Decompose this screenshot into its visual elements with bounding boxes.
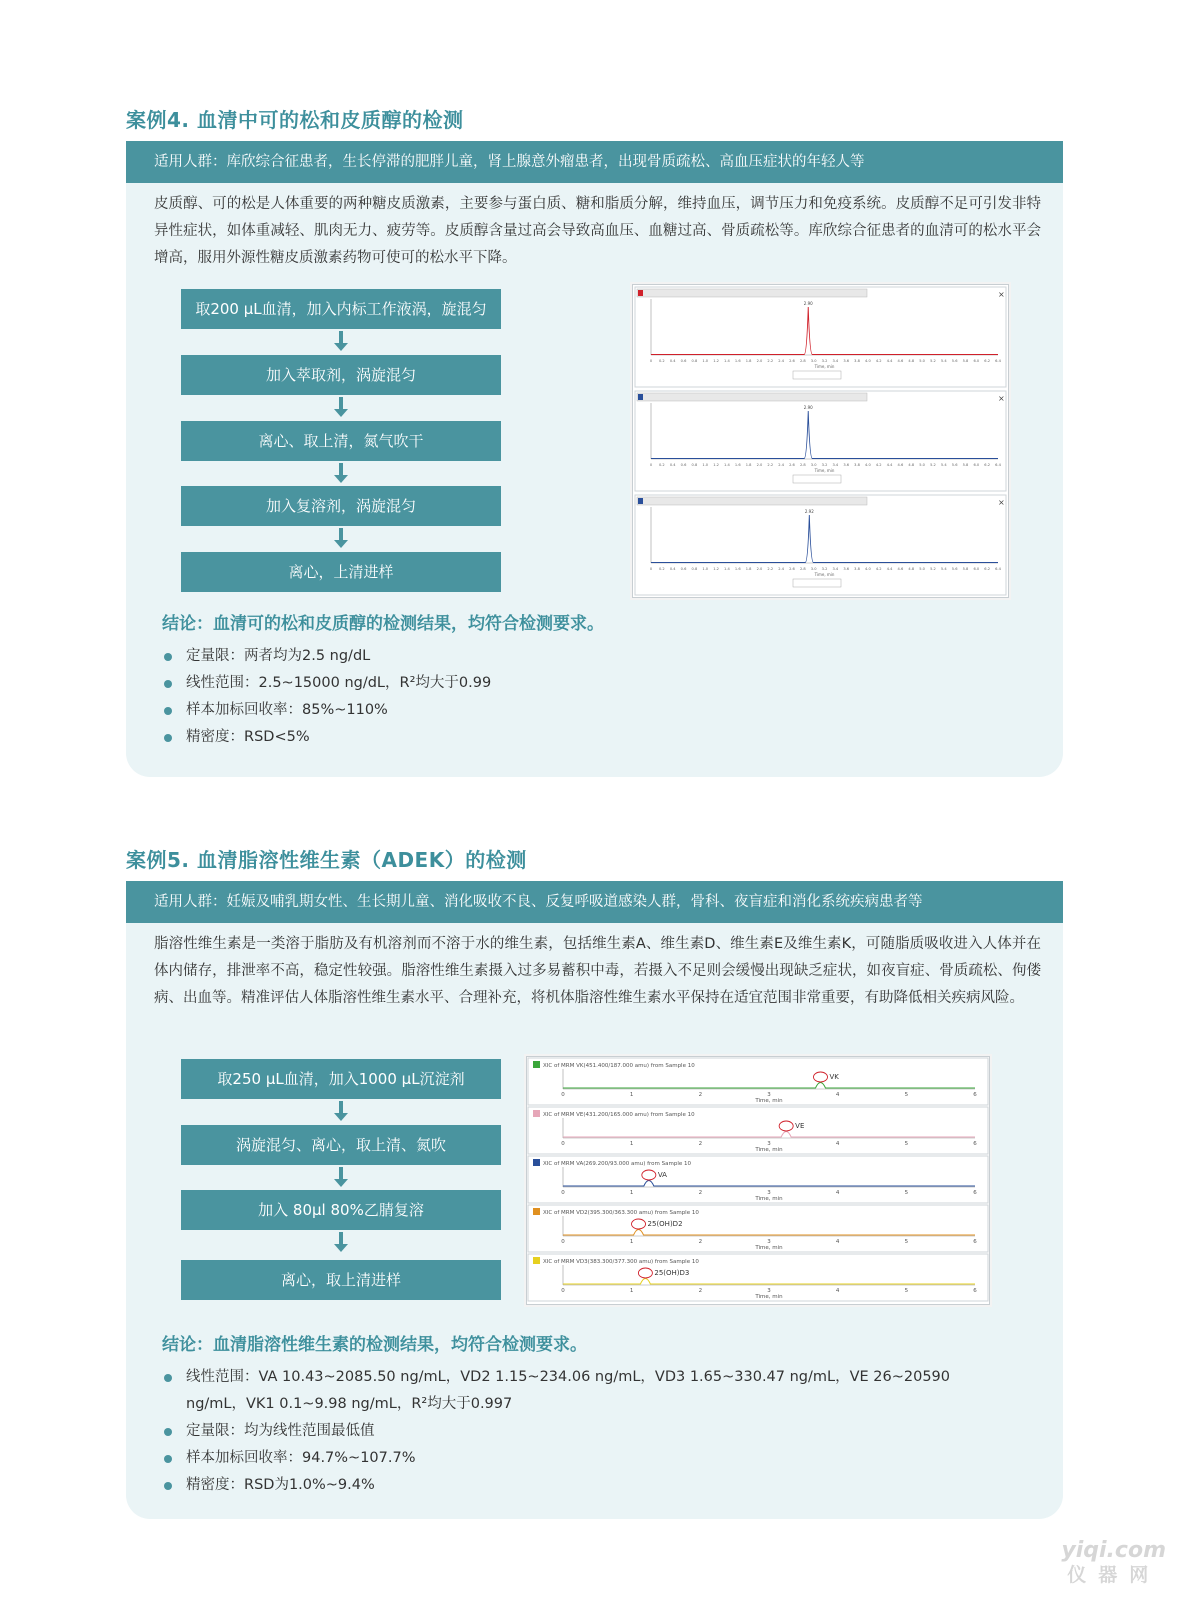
x-tick-label: 2.4 bbox=[778, 567, 784, 571]
case4-step-2: 加入萃取剂，涡旋混匀 bbox=[181, 355, 501, 395]
panel-legend-box bbox=[637, 497, 867, 505]
x-tick-label: 0 bbox=[561, 1190, 565, 1196]
x-tick-label: 4.8 bbox=[908, 567, 915, 571]
peak-label: 2.90 bbox=[803, 301, 813, 306]
peak-label: VK bbox=[829, 1073, 839, 1081]
x-tick-label: 1.6 bbox=[734, 359, 741, 363]
x-tick-label: 3.6 bbox=[843, 463, 850, 467]
legend-color-swatch bbox=[638, 498, 643, 504]
chromatogram-panel bbox=[528, 1058, 988, 1105]
case5-population-bar: 适用人群：妊娠及哺乳期女性、生长期儿童、消化吸收不良、反复呼吸道感染人群，骨科、夜盲症和消化系统疾病患者等 bbox=[126, 881, 1063, 923]
x-tick-label: 0 bbox=[649, 567, 653, 571]
x-tick-label: 1 bbox=[629, 1190, 634, 1196]
x-tick-label: 0.6 bbox=[680, 567, 687, 571]
x-tick-label: 2.2 bbox=[767, 359, 774, 363]
x-tick-label: 3.6 bbox=[843, 567, 850, 571]
x-tick-label: 6.2 bbox=[984, 463, 991, 467]
x-tick-label: 6 bbox=[973, 1288, 977, 1294]
x-tick-label: 3 bbox=[767, 1288, 771, 1294]
x-tick-label: 2.6 bbox=[789, 463, 795, 467]
x-tick-label: 2.0 bbox=[756, 359, 763, 363]
chromatogram-panel bbox=[635, 391, 1006, 491]
case5-step-4: 离心，取上清进样 bbox=[181, 1260, 501, 1300]
case5-title: 案例5. 血清脂溶性维生素（ADEK）的检测 bbox=[126, 848, 527, 872]
x-tick-label: 2.8 bbox=[799, 567, 806, 571]
x-tick-label: 1.4 bbox=[724, 567, 730, 571]
x-tick-label: 3 bbox=[767, 1141, 771, 1147]
close-icon: × bbox=[998, 498, 1005, 507]
case4-chromatogram-image bbox=[632, 284, 1009, 598]
x-tick-label: 4 bbox=[835, 1141, 840, 1147]
legend-color-swatch bbox=[533, 1257, 540, 1264]
x-tick-label: 2.0 bbox=[756, 463, 763, 467]
panel-legend: XIC of MRM VE(431.200/165.000 amu) from Sample 10 bbox=[543, 1112, 695, 1118]
case4-step-4: 加入复溶剂，涡旋混匀 bbox=[181, 486, 501, 526]
x-tick-label: 5.8 bbox=[962, 567, 969, 571]
x-tick-label: 6.0 bbox=[973, 463, 980, 467]
x-tick-label: 2 bbox=[698, 1141, 703, 1147]
case5-arrow-2 bbox=[332, 1167, 350, 1191]
legend-color-swatch bbox=[638, 394, 643, 400]
case5-arrow-1 bbox=[332, 1101, 350, 1125]
case4-step-3: 离心、取上清，氮气吹干 bbox=[181, 421, 501, 461]
x-tick-label: 2.2 bbox=[767, 567, 774, 571]
x-tick-label: 0.6 bbox=[680, 359, 687, 363]
x-axis-label: Time, min bbox=[755, 1196, 783, 1202]
x-tick-label: 4.4 bbox=[886, 463, 893, 467]
case4-population-bar: 适用人群：库欣综合征患者，生长停滞的肥胖儿童，肾上腺意外瘤患者，出现骨质疏松、高血压症状的年轻人等 bbox=[126, 141, 1063, 183]
case5-chromatogram-svg bbox=[527, 1057, 989, 1304]
panel-legend: XIC of MRM VD3(383.300/377.300 amu) from Sample 10 bbox=[543, 1259, 699, 1265]
x-tick-label: 6 bbox=[973, 1141, 977, 1147]
x-tick-label: 4.2 bbox=[875, 359, 882, 363]
x-tick-label: 3.2 bbox=[821, 359, 828, 363]
x-tick-label: 6 bbox=[973, 1190, 977, 1196]
chromatogram-panel bbox=[635, 495, 1006, 595]
case4-conclusion: 结论：血清可的松和皮质醇的检测结果，均符合检测要求。 bbox=[162, 614, 604, 634]
panel-legend-box bbox=[637, 393, 867, 401]
x-tick-label: 3.2 bbox=[821, 463, 828, 467]
x-tick-label: 0 bbox=[561, 1141, 565, 1147]
case4-bullet: 定量限：两者均为2.5 ng/dL bbox=[162, 643, 491, 670]
case5-conclusion: 结论：血清脂溶性维生素的检测结果，均符合检测要求。 bbox=[162, 1335, 587, 1355]
x-tick-label: 3.6 bbox=[843, 359, 850, 363]
x-tick-label: 3.8 bbox=[854, 567, 860, 571]
x-tick-label: 0 bbox=[561, 1288, 565, 1294]
x-tick-label: 4 bbox=[835, 1239, 840, 1245]
x-tick-label: 5.2 bbox=[930, 567, 936, 571]
close-icon: × bbox=[998, 394, 1005, 403]
x-tick-label: 0.8 bbox=[691, 567, 698, 571]
x-tick-label: 3.4 bbox=[832, 567, 839, 571]
chromatogram-panel bbox=[528, 1107, 988, 1154]
close-icon: × bbox=[998, 290, 1005, 299]
x-axis-label: Time, min bbox=[814, 468, 835, 473]
panel-legend-box bbox=[637, 289, 867, 297]
x-tick-label: 1.8 bbox=[745, 567, 752, 571]
peak-label: 25(OH)D3 bbox=[654, 1269, 690, 1277]
panel-scroll-control bbox=[793, 475, 841, 483]
x-tick-label: 5.2 bbox=[930, 359, 936, 363]
bullet-dot bbox=[164, 734, 172, 742]
x-tick-label: 2.8 bbox=[799, 463, 806, 467]
case4-arrow-1 bbox=[332, 331, 350, 355]
x-tick-label: 3 bbox=[767, 1239, 771, 1245]
x-tick-label: 6.2 bbox=[984, 359, 991, 363]
x-tick-label: 5.8 bbox=[962, 359, 969, 363]
case5-step-3: 加入 80μl 80%乙腈复溶 bbox=[181, 1190, 501, 1230]
x-tick-label: 5.6 bbox=[951, 463, 958, 467]
x-tick-label: 5 bbox=[904, 1141, 909, 1147]
x-tick-label: 0.8 bbox=[691, 463, 698, 467]
watermark-line1: yiqi.com bbox=[1061, 1538, 1166, 1563]
case5-bullet: 线性范围：VA 10.43~2085.50 ng/mL，VD2 1.15~234.06 ng/mL，VD3 1.65~330.47 ng/mL，VE 26~20590 ng/mL，VK1 0.1~9.98 ng/mL，R²均大于0.997 bbox=[162, 1364, 1002, 1418]
x-tick-label: 0.2 bbox=[658, 359, 665, 363]
bullet-dot bbox=[164, 1455, 172, 1463]
x-tick-label: 6.4 bbox=[995, 567, 1001, 571]
x-tick-label: 6.4 bbox=[995, 359, 1001, 363]
panel-legend: XIC of MRM VD2(395.300/363.300 amu) from Sample 10 bbox=[543, 1210, 699, 1216]
x-tick-label: 5.8 bbox=[962, 463, 969, 467]
x-tick-label: 5 bbox=[904, 1239, 909, 1245]
case5-box bbox=[126, 881, 1063, 1519]
peak-label: 2.90 bbox=[803, 405, 813, 410]
watermark-line2: 仪器网 bbox=[1067, 1564, 1161, 1586]
x-tick-label: 4 bbox=[835, 1190, 840, 1196]
x-tick-label: 4.2 bbox=[875, 463, 882, 467]
x-tick-label: 4.6 bbox=[897, 463, 904, 467]
peak-label: VE bbox=[795, 1122, 805, 1130]
x-tick-label: 6 bbox=[973, 1092, 977, 1098]
x-tick-label: 5.0 bbox=[919, 567, 925, 571]
x-tick-label: 2.6 bbox=[789, 567, 795, 571]
x-tick-label: 6.0 bbox=[973, 567, 980, 571]
x-tick-label: 2.2 bbox=[767, 463, 774, 467]
x-tick-label: 1.6 bbox=[734, 463, 741, 467]
x-tick-label: 3.0 bbox=[810, 463, 817, 467]
x-tick-label: 6 bbox=[973, 1239, 977, 1245]
panel-legend: XIC of MRM VA(269.200/93.000 amu) from Sample 10 bbox=[543, 1161, 692, 1167]
legend-color-swatch bbox=[533, 1110, 540, 1117]
bullet-dot bbox=[164, 1482, 172, 1490]
x-tick-label: 0.6 bbox=[680, 463, 687, 467]
x-tick-label: 3.2 bbox=[821, 567, 828, 571]
x-tick-label: 2 bbox=[698, 1190, 703, 1196]
x-tick-label: 1 bbox=[629, 1239, 634, 1245]
x-tick-label: 3 bbox=[767, 1092, 771, 1098]
x-tick-label: 0 bbox=[649, 359, 653, 363]
x-tick-label: 4 bbox=[835, 1092, 840, 1098]
x-tick-label: 4.4 bbox=[886, 359, 893, 363]
x-tick-label: 3.8 bbox=[854, 359, 860, 363]
panel-scroll-control bbox=[793, 371, 841, 379]
case5-bullet-list bbox=[162, 1364, 1002, 1499]
case4-arrow-2 bbox=[332, 397, 350, 421]
x-tick-label: 4.0 bbox=[865, 463, 871, 467]
x-tick-label: 3.4 bbox=[832, 359, 839, 363]
x-tick-label: 4.6 bbox=[897, 359, 904, 363]
x-tick-label: 3.0 bbox=[810, 567, 817, 571]
case5-bullet: 精密度：RSD为1.0%~9.4% bbox=[162, 1472, 1002, 1499]
x-axis-label: Time, min bbox=[814, 364, 835, 369]
x-tick-label: 5 bbox=[904, 1092, 909, 1098]
case4-intro: 皮质醇、可的松是人体重要的两种糖皮质激素，主要参与蛋白质、糖和脂质分解，维持血压，调节压力和免疫系统。皮质醇不足可引发非特异性症状，如体重减轻、肌肉无力、疲劳等。皮质醇含量过高会导致高血压、血糖过高、骨质疏松等。库欣综合征患者的血清可的松水平会增高，服用外源性糖皮质激素药物可使可的松水平下降。 bbox=[154, 196, 1041, 266]
x-tick-label: 0 bbox=[561, 1239, 565, 1245]
x-tick-label: 2.0 bbox=[756, 567, 763, 571]
x-tick-label: 1.8 bbox=[745, 359, 752, 363]
x-tick-label: 1.2 bbox=[713, 567, 719, 571]
chromatogram-panel bbox=[528, 1156, 988, 1203]
case5-bullet: 样本加标回收率：94.7%~107.7% bbox=[162, 1445, 1002, 1472]
x-tick-label: 4.0 bbox=[865, 567, 871, 571]
case5-bullet: 定量限：均为线性范围最低值 bbox=[162, 1418, 1002, 1445]
x-tick-label: 6.4 bbox=[995, 463, 1001, 467]
legend-color-swatch bbox=[533, 1208, 540, 1215]
x-tick-label: 2.4 bbox=[778, 463, 784, 467]
watermark-logo bbox=[1061, 1538, 1166, 1586]
x-tick-label: 6.2 bbox=[984, 567, 991, 571]
case4-bullet: 线性范围：2.5~15000 ng/dL，R²均大于0.99 bbox=[162, 670, 491, 697]
x-tick-label: 1.4 bbox=[724, 359, 730, 363]
case4-step-1: 取200 μL血清，加入内标工作液涡，旋混匀 bbox=[181, 289, 501, 329]
x-tick-label: 4.0 bbox=[865, 359, 871, 363]
peak-label: VA bbox=[657, 1171, 667, 1179]
x-tick-label: 2.8 bbox=[799, 359, 806, 363]
panel-legend: XIC of MRM VK(451.400/187.000 amu) from Sample 10 bbox=[543, 1063, 695, 1069]
x-tick-label: 5.4 bbox=[940, 567, 947, 571]
bullet-dot bbox=[164, 707, 172, 715]
x-tick-label: 1 bbox=[629, 1288, 634, 1294]
case4-arrow-3 bbox=[332, 463, 350, 487]
case5-chromatogram-image bbox=[526, 1056, 990, 1305]
x-tick-label: 5.4 bbox=[940, 463, 947, 467]
bullet-dot bbox=[164, 680, 172, 688]
x-tick-label: 6.0 bbox=[973, 359, 980, 363]
x-axis-label: Time, min bbox=[755, 1294, 783, 1300]
x-tick-label: 4.8 bbox=[908, 463, 915, 467]
x-axis-label: Time, min bbox=[814, 572, 835, 577]
chromatogram-panel bbox=[528, 1205, 988, 1252]
x-axis-label: Time, min bbox=[755, 1245, 783, 1251]
panel-scroll-control bbox=[793, 579, 841, 587]
case4-box bbox=[126, 141, 1063, 777]
x-tick-label: 1.2 bbox=[713, 463, 719, 467]
x-tick-label: 4.4 bbox=[886, 567, 893, 571]
x-tick-label: 5 bbox=[904, 1288, 909, 1294]
x-tick-label: 5.0 bbox=[919, 463, 925, 467]
x-tick-label: 4.6 bbox=[897, 567, 904, 571]
x-tick-label: 0 bbox=[649, 463, 653, 467]
x-tick-label: 5.6 bbox=[951, 567, 958, 571]
x-tick-label: 2 bbox=[698, 1239, 703, 1245]
x-tick-label: 1 bbox=[629, 1092, 634, 1098]
x-tick-label: 0 bbox=[561, 1092, 565, 1098]
x-axis-label: Time, min bbox=[755, 1098, 783, 1104]
x-tick-label: 3 bbox=[767, 1190, 771, 1196]
x-tick-label: 5.2 bbox=[930, 463, 936, 467]
chromatogram-panel bbox=[528, 1254, 988, 1301]
x-axis-label: Time, min bbox=[755, 1147, 783, 1153]
x-tick-label: 5.6 bbox=[951, 359, 958, 363]
case4-chromatogram-svg bbox=[633, 285, 1008, 597]
x-tick-label: 0.4 bbox=[669, 463, 676, 467]
case4-bullet: 精密度：RSD<5% bbox=[162, 724, 491, 751]
bullet-dot bbox=[164, 1428, 172, 1436]
x-tick-label: 4.8 bbox=[908, 359, 915, 363]
case5-intro: 脂溶性维生素是一类溶于脂肪及有机溶剂而不溶于水的维生素，包括维生素A、维生素D、维生素E及维生素K，可随脂质吸收进入人体并在体内储存，排泄率不高，稳定性较强。脂溶性维生素摄入过多易蓄积中毒，若摄入不足则会缓慢出现缺乏症状，如夜盲症、骨质疏松、佝偻病、出血等。精准评估人体脂溶性维生素水平、合理补充，将机体脂溶性维生素水平保持在适宜范围非常重要，有助降低相关疾病风险。 bbox=[154, 936, 1041, 1006]
legend-color-swatch bbox=[533, 1061, 540, 1068]
case4-arrow-4 bbox=[332, 528, 350, 552]
x-tick-label: 0.4 bbox=[669, 359, 676, 363]
x-tick-label: 3.4 bbox=[832, 463, 839, 467]
legend-color-swatch bbox=[638, 290, 643, 296]
x-tick-label: 1.2 bbox=[713, 359, 719, 363]
x-tick-label: 0.8 bbox=[691, 359, 698, 363]
x-tick-label: 1.0 bbox=[702, 567, 709, 571]
bullet-dot bbox=[164, 1374, 172, 1382]
x-tick-label: 2 bbox=[698, 1288, 703, 1294]
x-tick-label: 1 bbox=[629, 1141, 634, 1147]
x-tick-label: 4 bbox=[835, 1288, 840, 1294]
case4-bullet-list bbox=[162, 643, 491, 751]
x-tick-label: 2.4 bbox=[778, 359, 784, 363]
bullet-dot bbox=[164, 653, 172, 661]
case4-bullet: 样本加标回收率：85%~110% bbox=[162, 697, 491, 724]
x-tick-label: 2 bbox=[698, 1092, 703, 1098]
x-tick-label: 1.0 bbox=[702, 359, 709, 363]
case5-step-1: 取250 μL血清，加入1000 μL沉淀剂 bbox=[181, 1059, 501, 1099]
x-tick-label: 3.8 bbox=[854, 463, 860, 467]
case5-step-2: 涡旋混匀、离心，取上清、氮吹 bbox=[181, 1125, 501, 1165]
case5-arrow-3 bbox=[332, 1232, 350, 1256]
x-tick-label: 5.4 bbox=[940, 359, 947, 363]
peak-label: 2.92 bbox=[804, 509, 814, 514]
x-tick-label: 5.0 bbox=[919, 359, 925, 363]
x-tick-label: 1.0 bbox=[702, 463, 709, 467]
case4-title: 案例4. 血清中可的松和皮质醇的检测 bbox=[126, 108, 464, 132]
x-tick-label: 1.8 bbox=[745, 463, 752, 467]
x-tick-label: 1.6 bbox=[734, 567, 741, 571]
legend-color-swatch bbox=[533, 1159, 540, 1166]
x-tick-label: 0.4 bbox=[669, 567, 676, 571]
x-tick-label: 0.2 bbox=[658, 463, 665, 467]
x-tick-label: 5 bbox=[904, 1190, 909, 1196]
x-tick-label: 0.2 bbox=[658, 567, 665, 571]
x-tick-label: 2.6 bbox=[789, 359, 795, 363]
case4-step-5: 离心，上清进样 bbox=[181, 552, 501, 592]
x-tick-label: 3.0 bbox=[810, 359, 817, 363]
x-tick-label: 4.2 bbox=[875, 567, 882, 571]
chromatogram-panel bbox=[635, 287, 1006, 387]
x-tick-label: 1.4 bbox=[724, 463, 730, 467]
peak-label: 25(OH)D2 bbox=[647, 1220, 683, 1228]
